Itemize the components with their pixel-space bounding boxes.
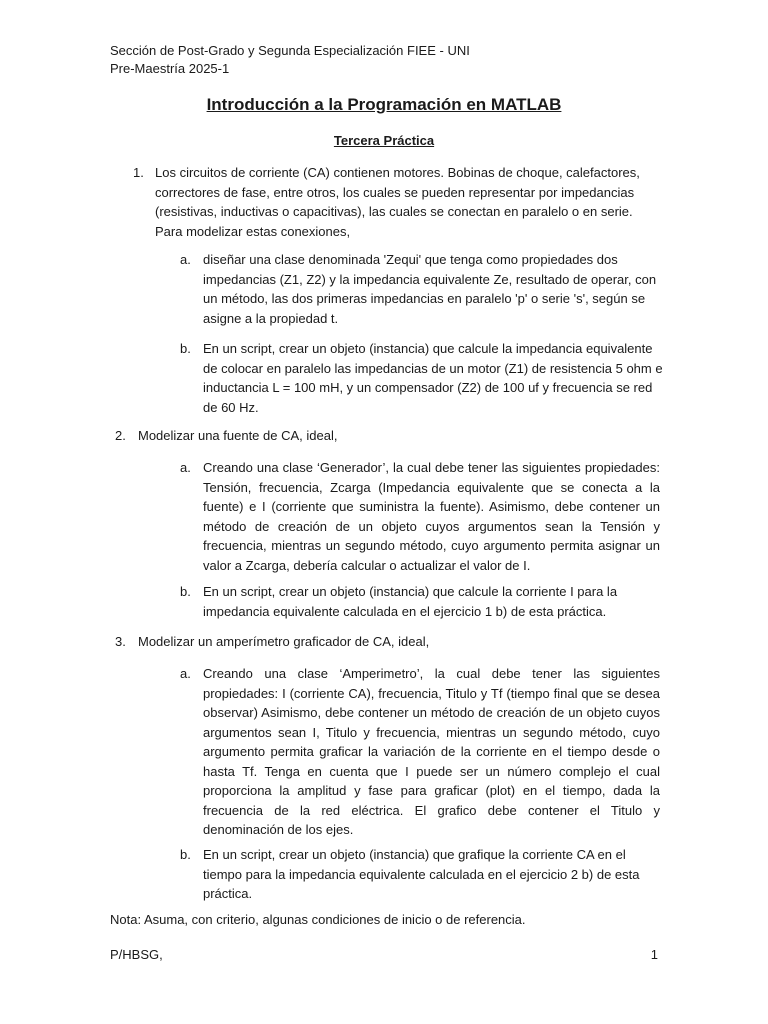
item-3a-text: Creando una clase ‘Amperimetro’, la cual debe tener las siguientes propiedades: I (corriente CA), frecuencia, Titulo y Tf (tiempo final que se desea observar) Asimismo, debe contener un método de creación de un objeto cuyos argumentos sean I, Titulo y frecuencia, mientras un segundo método, cuyo argumento permita graficar la variación de la corriente en el tiempo desde o hasta Tf. Tenga en cuenta que I puede ser un número complejo el cual proporciona la amplitud y fase para graficar (plot) en el tiempo, dada la frecuencia de la red eléctrica. El grafico debe contener el Titulo y denominación de los ejes. xyxy=(203,666,660,837)
note-text: Nota: Asuma, con criterio, algunas condiciones de inicio o de referencia. xyxy=(110,912,526,927)
item-1b-letter: b. xyxy=(180,341,191,356)
page-header xyxy=(110,42,470,78)
item-2a-letter: a. xyxy=(180,460,191,475)
document-subtitle: Tercera Práctica xyxy=(333,133,435,148)
item-2-number: 2. xyxy=(115,428,126,443)
item-3-number: 3. xyxy=(115,634,126,649)
header-line-2: Pre-Maestría 2025-1 xyxy=(110,61,230,76)
item-3b-text: En un script, crear un objeto (instancia) que grafique la corriente CA en el tiempo para la impedancia equivalente calculada en el ejercicio 2 b) de esta práctica. xyxy=(203,847,640,901)
item-2b-letter: b. xyxy=(180,584,191,599)
item-3b-letter: b. xyxy=(180,847,191,862)
item-3a-letter: a. xyxy=(180,666,191,681)
header-line-1: Sección de Post-Grado y Segunda Especialización FIEE - UNI xyxy=(110,43,470,58)
document-title: Introducción a la Programación en MATLAB xyxy=(206,95,562,114)
item-1-text: Los circuitos de corriente (CA) contienen motores. Bobinas de choque, calefactores, correctores de fase, entre otros, los cuales se pueden representar por impedancias (resistivas, inductivas o capacitivas), las cuales se conectan en paralelo o en serie. Para modelizar estas conexiones, xyxy=(155,165,640,239)
page-number: 1 xyxy=(650,947,658,962)
footer-initials: P/HBSG, xyxy=(110,947,163,962)
item-3-text: Modelizar un amperímetro graficador de CA, ideal, xyxy=(138,634,430,649)
item-1b-text: En un script, crear un objeto (instancia) que calcule la impedancia equivalente de colocar en paralelo las impedancias de un motor (Z1) de resistencia 5 ohm e inductancia L = 100 mH, y un compensador (Z2) de 100 uf y frecuencia se red de 60 Hz. xyxy=(203,341,663,415)
item-1a-letter: a. xyxy=(180,252,191,267)
item-1-number: 1. xyxy=(133,165,144,180)
item-2-text: Modelizar una fuente de CA, ideal, xyxy=(138,428,338,443)
item-2b-text: En un script, crear un objeto (instancia) que calcule la corriente I para la impedancia equivalente calculada en el ejercicio 1 b) de esta práctica. xyxy=(203,584,618,619)
item-1a-text: diseñar una clase denominada 'Zequi' que tenga como propiedades dos impedancias (Z1, Z2) y la impedancia equivalente Ze, resultado de operar, con un método, las dos primeras impedancias en paralelo 'p' o serie 's', según se asigne a la propiedad t. xyxy=(203,252,657,326)
item-2a-text: Creando una clase ‘Generador’, la cual debe tener las siguientes propiedades: Tensión, frecuencia, Zcarga (Impedancia equivalente que se conecta a la fuente) e I (corriente que suministra la fuente). Asimismo, debe contener un método de creación de un objeto cuyos argumentos sean la Tensión y frecuencia, mientras un segundo método, cuyo argumento permita asignar un valor a Zcarga, debería calcular o actualizar el valor de I. xyxy=(203,460,660,573)
